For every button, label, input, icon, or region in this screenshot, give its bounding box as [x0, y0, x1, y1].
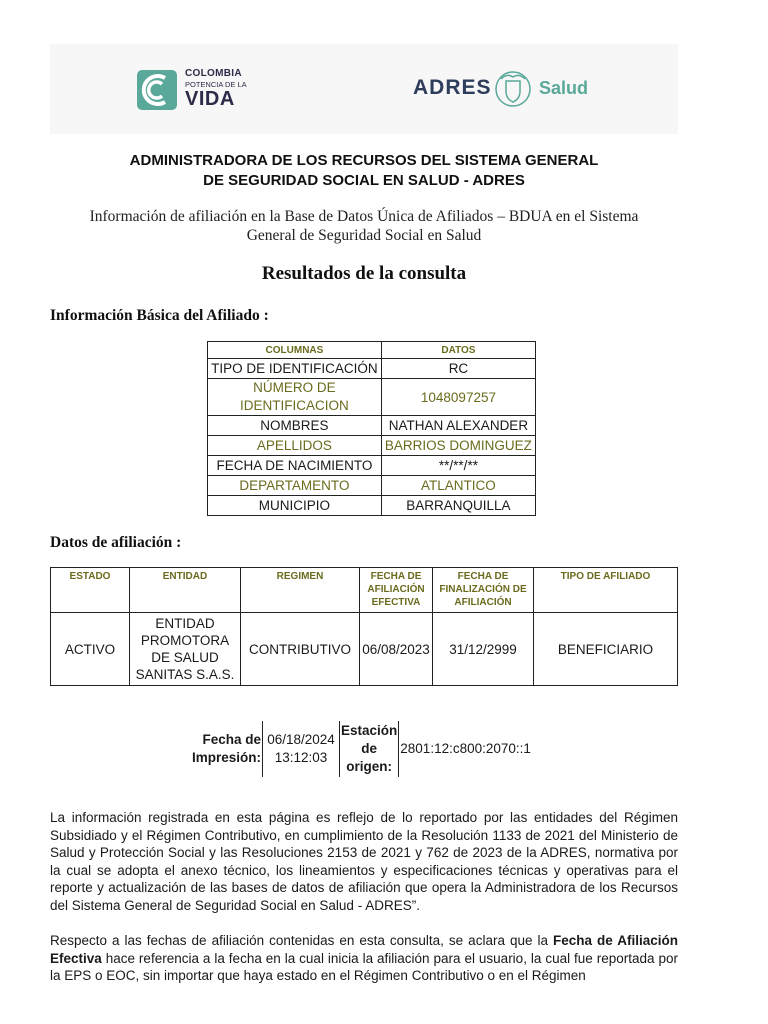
table-row — [208, 456, 536, 476]
field-value: NATHAN ALEXANDER — [381, 416, 535, 436]
origin-station-label: Estación de origen: — [340, 721, 399, 777]
table-row — [208, 359, 536, 379]
table-row — [208, 476, 536, 496]
regimen-cell: CONTRIBUTIVO — [241, 613, 360, 686]
print-info-row — [190, 721, 541, 777]
field-label: DEPARTAMENTO — [208, 476, 382, 496]
column-header: TIPO DE AFILIADO — [534, 568, 678, 613]
logo-colombia-text: COLOMBIA — [185, 68, 242, 79]
page-title-line-1: ADMINISTRADORA DE LOS RECURSOS DEL SISTEMA GENERAL — [129, 152, 599, 169]
field-value: BARRIOS DOMINGUEZ — [381, 436, 535, 456]
column-header: COLUMNAS — [208, 342, 382, 359]
field-label: FECHA DE NACIMIENTO — [208, 456, 382, 476]
table-row — [51, 613, 678, 686]
fecha-finalizacion-cell: 31/12/2999 — [433, 613, 534, 686]
field-value: RC — [381, 359, 535, 379]
column-header: DATOS — [381, 342, 535, 359]
tipo-afiliado-cell: BENEFICIARIO — [534, 613, 678, 686]
field-label: TIPO DE IDENTIFICACIÓN — [208, 359, 382, 379]
table-row — [208, 436, 536, 456]
adres-salud-logo — [413, 68, 603, 112]
field-label: NOMBRES — [208, 416, 382, 436]
print-date-label: Fecha de Impresión: — [191, 732, 261, 765]
logo-vida-text: VIDA — [185, 88, 235, 110]
table-header-row — [208, 342, 536, 359]
print-date-value: 06/18/2024 13:12:03 — [263, 721, 340, 777]
fecha-afiliacion-efectiva-term: Fecha de Afiliación Efectiva — [50, 933, 679, 966]
logo-salud-text: Salud — [539, 78, 589, 98]
page-title-line-2: DE SEGURIDAD SOCIAL EN SALUD - ADRES — [203, 172, 525, 189]
results-heading: Resultados de la consulta — [261, 263, 467, 284]
field-label: MUNICIPIO — [208, 496, 382, 516]
origin-station-value: 2801:12:c800:2070::1 — [399, 721, 542, 777]
basic-info-section-title: Información Básica del Afiliado : — [50, 307, 269, 324]
subtitle-line-2: General de Seguridad Social en Salud — [246, 227, 482, 244]
legal-paragraph-1: La información registrada en esta página es reflejo de lo reportado por las entidades del Régimen Subsidiado y el Régimen Contributivo, en cumplimiento de la Resolución 1133 de 2021 del Ministerio de Salud y Protección Social y las Resoluciones 2153 de 2021 y 762 de 2023 de la ADRES, normativa por la cual se adopta el anexo técnico, los lineamientos y especificaciones técnicas y operativas para el reporte y actualización de las bases de datos de afiliación que opera la Administradora de los Recursos del Sistema General de Seguridad Social en Salud - ADRES”. — [50, 810, 678, 913]
print-info-table — [190, 721, 541, 777]
basic-info-table — [207, 341, 536, 516]
colombia-vida-emblem-icon — [137, 70, 177, 110]
estado-cell: ACTIVO — [51, 613, 130, 686]
affiliation-section-title: Datos de afiliación : — [50, 534, 182, 551]
table-row — [208, 496, 536, 516]
field-value: BARRANQUILLA — [381, 496, 535, 516]
field-label-text: NÚMERO DE IDENTIFICACION — [240, 380, 349, 413]
column-header: ESTADO — [51, 568, 130, 613]
paragraph-2-text-start: Respecto a las fechas de afiliación contenidas en esta consulta, se aclara que la — [50, 933, 553, 948]
field-label — [208, 379, 382, 416]
column-header: FECHA DE AFILIACIÓN EFECTIVA — [360, 568, 433, 613]
subtitle-line-1: Información de afiliación en la Base de Datos Única de Afiliados – BDUA en el Sistema — [89, 208, 639, 225]
paragraph-2-text-end: hace referencia a la fecha en la cual inicia la afiliación para el usuario, la cual fue reportada por la EPS o EOC, sin importar que haya estado en el Régimen Contributivo o en el Régimen — [50, 950, 678, 983]
legal-paragraph-2 — [50, 932, 678, 985]
logo-potencia-text: POTENCIA DE LA — [185, 80, 247, 89]
logo-adres-text: ADRES — [413, 76, 492, 99]
table-header-row — [51, 568, 678, 613]
column-header: REGIMEN — [241, 568, 360, 613]
fecha-afiliacion-cell: 06/08/2023 — [360, 613, 433, 686]
table-row — [208, 379, 536, 416]
affiliation-table — [50, 567, 678, 686]
coat-of-arms-icon — [493, 69, 533, 109]
field-value: ATLANTICO — [381, 476, 535, 496]
colombia-potencia-de-la-vida-logo — [137, 68, 257, 112]
field-value: 1048097257 — [381, 379, 535, 416]
column-header: FECHA DE FINALIZACIÓN DE AFILIACIÓN — [433, 568, 534, 613]
field-label: APELLIDOS — [208, 436, 382, 456]
column-header: ENTIDAD — [130, 568, 241, 613]
page-title — [0, 151, 728, 191]
field-value: **/**/** — [381, 456, 535, 476]
entidad-cell: ENTIDAD PROMOTORA DE SALUD SANITAS S.A.S. — [130, 613, 241, 686]
table-row — [208, 416, 536, 436]
page-subtitle — [40, 207, 688, 245]
